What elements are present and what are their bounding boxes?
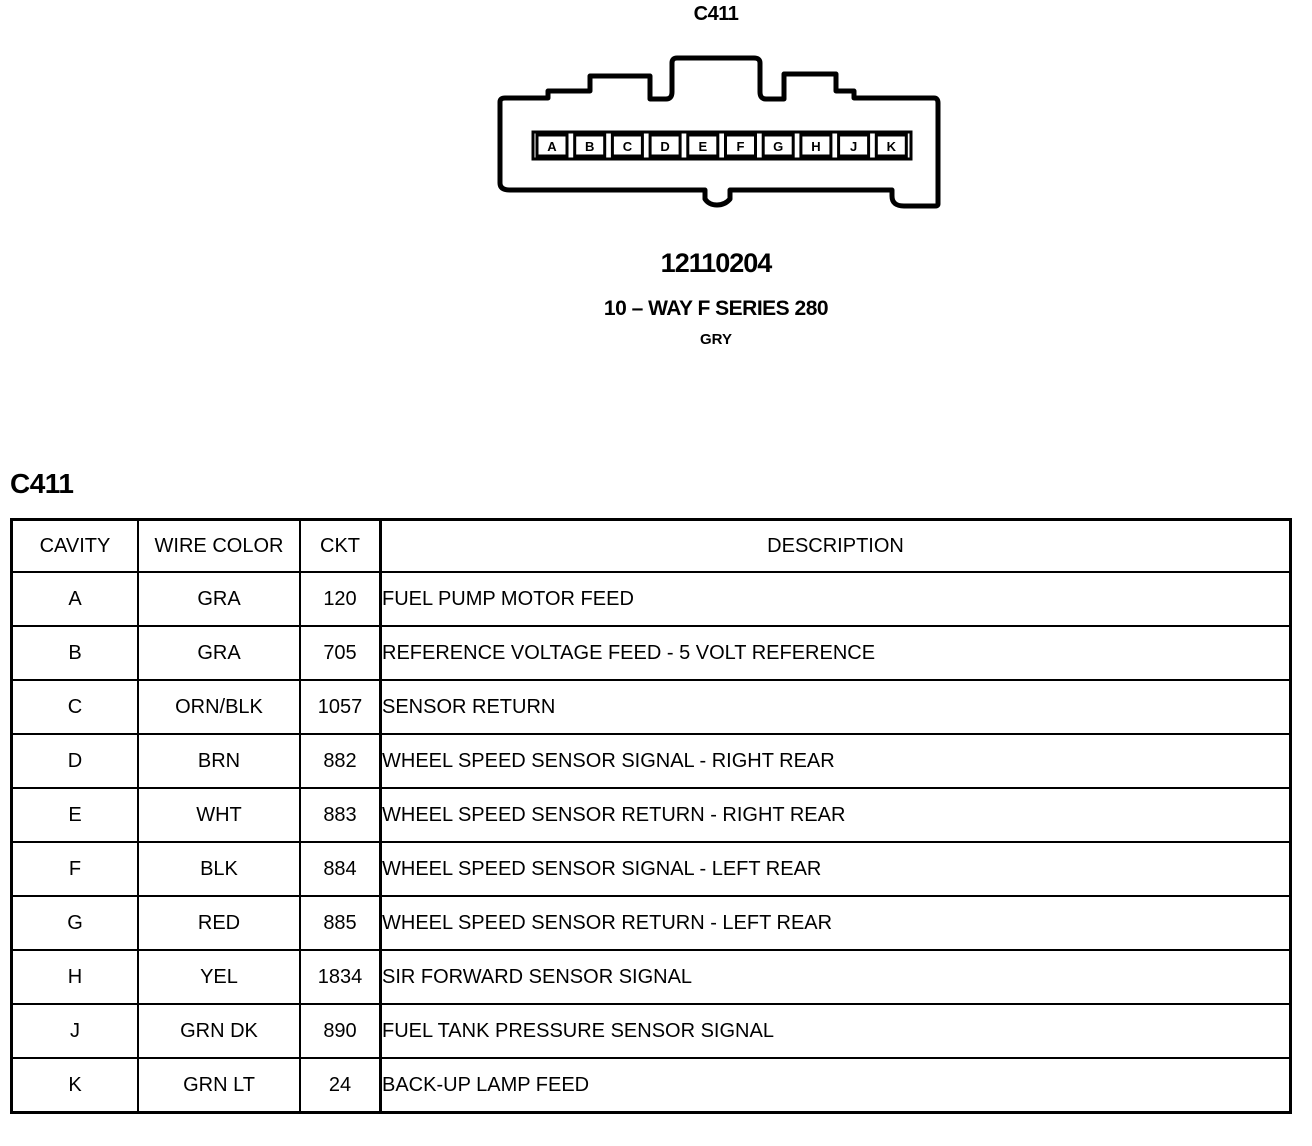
connector-series: 10 – WAY F SERIES 280 <box>603 297 829 320</box>
cell-wire-color: GRN DK <box>138 1004 300 1058</box>
cell-cavity: J <box>12 1004 139 1058</box>
cell-description: FUEL TANK PRESSURE SENSOR SIGNAL <box>381 1004 1291 1058</box>
table-row <box>12 1004 1291 1058</box>
cell-ckt: 705 <box>300 626 381 680</box>
table-row <box>12 896 1291 950</box>
table-row <box>12 1058 1291 1113</box>
cell-ckt: 885 <box>300 896 381 950</box>
header-wire-color: WIRE COLOR <box>138 520 300 573</box>
cavity-label-f: F <box>736 139 745 154</box>
header-description: DESCRIPTION <box>381 520 1291 573</box>
table-row <box>12 734 1291 788</box>
cell-wire-color: BLK <box>138 842 300 896</box>
cavity-label-k: K <box>886 139 896 154</box>
cavity-label-g: G <box>773 139 784 154</box>
cell-cavity: C <box>12 680 139 734</box>
header-ckt: CKT <box>300 520 381 573</box>
connector-color: GRY <box>700 331 732 348</box>
table-row <box>12 788 1291 842</box>
cell-description: WHEEL SPEED SENSOR RETURN - LEFT REAR <box>381 896 1291 950</box>
table-row <box>12 842 1291 896</box>
cell-ckt: 120 <box>300 572 381 626</box>
cell-description: WHEEL SPEED SENSOR SIGNAL - LEFT REAR <box>381 842 1291 896</box>
cell-wire-color: RED <box>138 896 300 950</box>
cavity-label-h: H <box>811 139 821 154</box>
cell-cavity: K <box>12 1058 139 1113</box>
cavity-label-a: A <box>547 139 557 154</box>
table-title: C411 <box>10 468 74 499</box>
cell-cavity: E <box>12 788 139 842</box>
cavity-label-j: J <box>849 139 858 154</box>
cavity-label-e: E <box>698 139 708 154</box>
part-number: 12110204 <box>660 248 772 278</box>
cell-ckt: 1057 <box>300 680 381 734</box>
header-cavity: CAVITY <box>12 520 139 573</box>
cell-description: WHEEL SPEED SENSOR RETURN - RIGHT REAR <box>381 788 1291 842</box>
cell-cavity: F <box>12 842 139 896</box>
cell-description: WHEEL SPEED SENSOR SIGNAL - RIGHT REAR <box>381 734 1291 788</box>
cavity-label-d: D <box>660 139 670 154</box>
pinout-table <box>10 518 1292 1114</box>
cell-ckt: 884 <box>300 842 381 896</box>
cell-ckt: 24 <box>300 1058 381 1113</box>
cell-ckt: 890 <box>300 1004 381 1058</box>
cell-description: SENSOR RETURN <box>381 680 1291 734</box>
table-header-row <box>12 520 1291 573</box>
cell-description: FUEL PUMP MOTOR FEED <box>381 572 1291 626</box>
cell-wire-color: ORN/BLK <box>138 680 300 734</box>
cavity-group <box>537 135 906 156</box>
cell-wire-color: GRN LT <box>138 1058 300 1113</box>
cell-cavity: A <box>12 572 139 626</box>
cavity-label-b: B <box>585 139 595 154</box>
cell-ckt: 882 <box>300 734 381 788</box>
cell-wire-color: GRA <box>138 572 300 626</box>
cell-cavity: B <box>12 626 139 680</box>
cell-cavity: H <box>12 950 139 1004</box>
cell-ckt: 1834 <box>300 950 381 1004</box>
connector-title: C411 <box>693 3 739 25</box>
table-row <box>12 680 1291 734</box>
cell-description: BACK-UP LAMP FEED <box>381 1058 1291 1113</box>
cell-cavity: D <box>12 734 139 788</box>
cell-wire-color: BRN <box>138 734 300 788</box>
cell-wire-color: GRA <box>138 626 300 680</box>
cell-cavity: G <box>12 896 139 950</box>
connector-diagram <box>0 0 1312 230</box>
table-row <box>12 950 1291 1004</box>
cavity-label-c: C <box>622 139 633 154</box>
cell-description: REFERENCE VOLTAGE FEED - 5 VOLT REFERENCE <box>381 626 1291 680</box>
table-row <box>12 626 1291 680</box>
cell-description: SIR FORWARD SENSOR SIGNAL <box>381 950 1291 1004</box>
cell-ckt: 883 <box>300 788 381 842</box>
cell-wire-color: YEL <box>138 950 300 1004</box>
table-row <box>12 572 1291 626</box>
cell-wire-color: WHT <box>138 788 300 842</box>
